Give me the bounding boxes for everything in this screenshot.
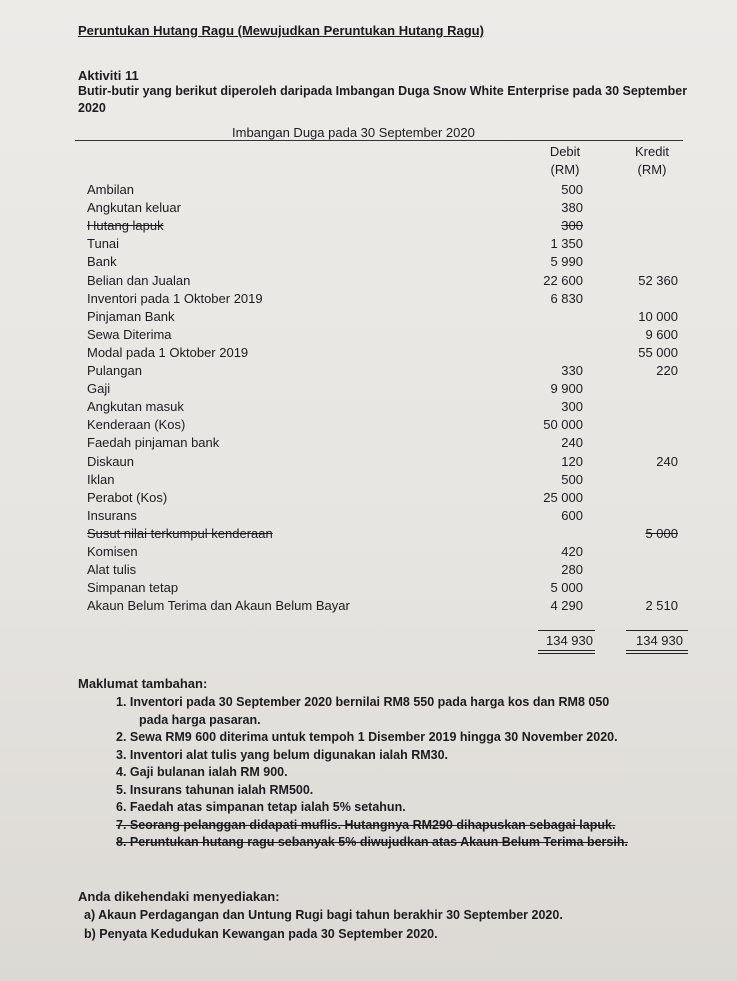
tb-row-label: Alat tulis	[87, 562, 137, 578]
task-item: a) Akaun Perdagangan dan Untung Rugi bagi tahun berakhir 30 September 2020.	[84, 908, 563, 922]
tb-row-debit: 330	[561, 363, 583, 378]
additional-info-item: 6. Faedah atas simpanan tetap ialah 5% setahun.	[116, 800, 406, 814]
tb-row-label: Hutang lapuk	[87, 218, 164, 234]
tb-row-credit: 55 000	[638, 344, 678, 360]
additional-info-item: pada harga pasaran.	[139, 712, 261, 727]
tb-row-debit: 6 830	[550, 290, 583, 306]
tb-row-label: Inventori pada 1 Oktober 2019	[87, 290, 263, 306]
credit-total-double-rule	[626, 650, 688, 651]
tb-row-label: Simpanan tetap	[87, 580, 179, 596]
tb-row-debit: 380	[561, 200, 583, 216]
tb-row-credit: 2 510	[645, 598, 678, 614]
heading-rule	[75, 140, 683, 141]
tb-row-label: Modal pada 1 Oktober 2019	[87, 344, 249, 360]
tasks-heading: Anda dikehendaki menyediakan:	[78, 889, 280, 904]
tb-row-label: Perabot (Kos)	[87, 489, 168, 505]
tb-row-debit: 50 000	[543, 417, 583, 433]
tb-row-debit: 500	[561, 182, 583, 197]
tb-row-label: Susut nilai terkumpul kenderaan	[87, 525, 273, 541]
tb-row-label: Iklan	[87, 471, 115, 487]
additional-info-item: 5. Insurans tahunan ialah RM500.	[116, 782, 314, 797]
additional-info-item: 3. Inventori alat tulis yang belum digunakan ialah RM30.	[116, 747, 449, 762]
debit-header: Debit	[549, 144, 581, 159]
additional-info-item: 1. Inventori pada 30 September 2020 bernilai RM8 550 pada harga kos dan RM8 050	[116, 695, 610, 709]
tb-row-label: Komisen	[87, 544, 138, 559]
tb-row-debit: 5 990	[550, 254, 583, 270]
additional-info-item: 8. Peruntukan hutang ragu sebanyak 5% diwujudkan atas Akaun Belum Terima bersih.	[116, 835, 628, 849]
tb-row-credit: 240	[656, 453, 678, 469]
tb-row-label: Angkutan keluar	[87, 200, 181, 216]
intro-text: Butir-butir yang berikut diperoleh daripada Imbangan Duga Snow White Enterprise pada 30 September 2020	[78, 84, 688, 115]
tb-row-debit: 1 350	[550, 236, 583, 252]
tb-row-debit: 22 600	[543, 272, 583, 288]
tb-row-credit: 52 360	[638, 272, 678, 288]
tb-row-label: Tunai	[87, 236, 120, 252]
additional-info-heading: Maklumat tambahan:	[78, 676, 208, 691]
credit-total-double-rule-2	[626, 653, 688, 654]
tb-row-label: Gaji	[87, 381, 111, 397]
tb-row-label: Akaun Belum Terima dan Akaun Belum Bayar	[87, 598, 350, 614]
tb-row-label: Ambilan	[87, 182, 134, 197]
credit-header: Kredit	[635, 144, 669, 159]
tb-row-label: Insurans	[87, 507, 137, 523]
tb-row-credit: 10 000	[638, 308, 678, 324]
credit-total: 134 930	[636, 633, 683, 648]
activity-label: Aktiviti 11	[78, 68, 139, 83]
tb-row-debit: 500	[561, 471, 583, 487]
tb-row-label: Diskaun	[87, 453, 134, 469]
tb-row-debit: 120	[561, 453, 583, 469]
tb-row-debit: 600	[561, 507, 583, 523]
task-item: b) Penyata Kedudukan Kewangan pada 30 September 2020.	[84, 927, 438, 941]
debit-total-double-rule	[538, 650, 595, 651]
trial-balance-heading: Imbangan Duga pada 30 September 2020	[232, 125, 475, 140]
additional-info-item: 7. Seorang pelanggan didapati muflis. Hutangnya RM290 dihapuskan sebagai lapuk.	[116, 817, 616, 832]
tb-row-debit: 25 000	[543, 489, 583, 505]
tb-row-label: Sewa Diterima	[87, 326, 172, 342]
tb-row-credit: 220	[656, 363, 678, 378]
tb-row-debit: 9 900	[550, 381, 583, 397]
tb-row-label: Belian dan Jualan	[87, 272, 191, 288]
document-title: Peruntukan Hutang Ragu (Mewujudkan Peruntukan Hutang Ragu)	[78, 23, 484, 38]
tb-row-credit: 9 600	[645, 326, 678, 342]
tb-row-credit: 5 000	[645, 525, 678, 541]
tb-row-debit: 5 000	[550, 580, 583, 596]
tb-row-label: Pulangan	[87, 363, 142, 378]
tb-row-debit: 240	[561, 435, 583, 451]
debit-total-rule	[538, 630, 595, 631]
debit-total: 134 930	[546, 633, 593, 648]
credit-unit: (RM)	[637, 162, 667, 177]
tb-row-debit: 300	[561, 218, 583, 234]
additional-info-item: 2. Sewa RM9 600 diterima untuk tempoh 1 Disember 2019 hingga 30 November 2020.	[116, 730, 618, 744]
tb-row-label: Angkutan masuk	[87, 399, 184, 415]
debit-unit: (RM)	[550, 162, 580, 177]
tb-row-label: Pinjaman Bank	[87, 308, 175, 324]
tb-row-label: Bank	[87, 254, 117, 270]
debit-total-double-rule-2	[538, 653, 595, 654]
tb-row-label: Kenderaan (Kos)	[87, 417, 186, 433]
tb-row-debit: 280	[561, 562, 583, 578]
tb-row-debit: 300	[561, 399, 583, 415]
tb-row-debit: 4 290	[550, 598, 583, 614]
additional-info-item: 4. Gaji bulanan ialah RM 900.	[116, 765, 288, 779]
tb-row-label: Faedah pinjaman bank	[87, 435, 220, 451]
tb-row-debit: 420	[561, 544, 583, 559]
credit-total-rule	[626, 630, 688, 631]
